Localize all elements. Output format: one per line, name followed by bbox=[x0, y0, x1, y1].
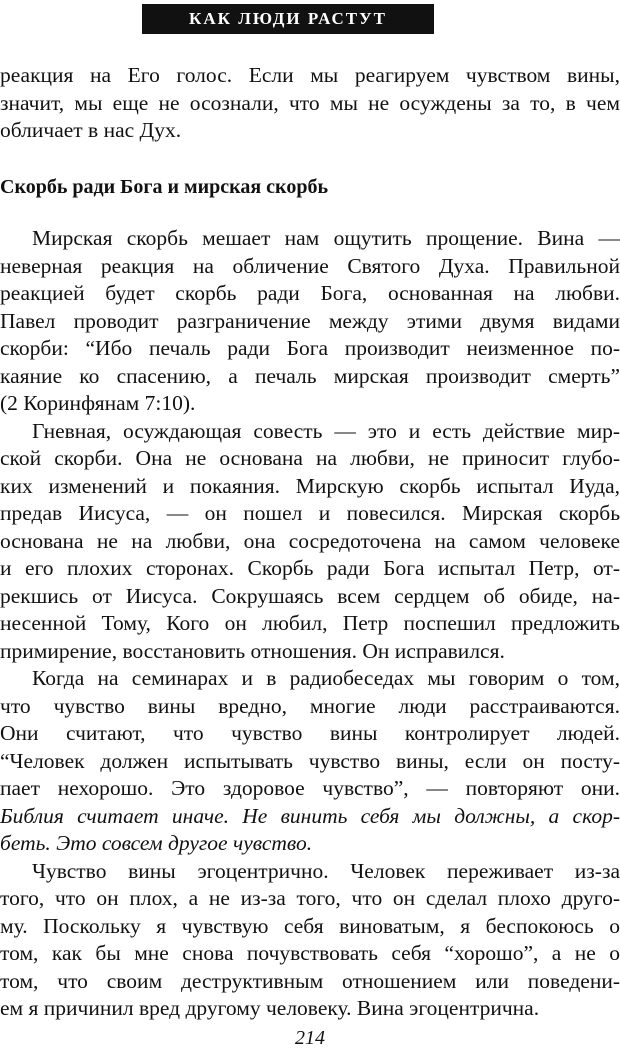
text-line: обличает в нас Дух. bbox=[0, 118, 182, 142]
paragraph-5 bbox=[0, 858, 620, 1023]
running-header: КАК ЛЮДИ РАСТУТ bbox=[142, 4, 434, 34]
text-line: Они считают, что чувство вины контролирует людей. bbox=[0, 721, 620, 745]
text-line: реакцией будет скорбь ради Бога, основанная на любви. bbox=[0, 281, 620, 305]
text-line: Чувство вины эгоцентрично. Человек переживает из-за bbox=[32, 858, 620, 883]
text-line: Когда на семинарах и в радиобеседах мы говорим о том, bbox=[32, 666, 620, 690]
section-heading: Скорбь ради Бога и мирская скорбь bbox=[0, 176, 329, 198]
text-line: ской скорби. Она не основана на любви, не приносит глубо- bbox=[0, 446, 620, 470]
paragraph-1 bbox=[0, 62, 620, 145]
italic-text-line: Библия считает иначе. Не винить себя мы должны, а скор- bbox=[0, 803, 620, 828]
text-line: пает нехорошо. Это здоровое чувство”, — повторяют они. bbox=[0, 776, 620, 800]
text-line: Мирская скорбь мешает нам ощутить прощение. Вина — bbox=[32, 226, 620, 250]
text-line: и его плохих сторонах. Скорбь ради Бога испытал Петр, от- bbox=[0, 556, 620, 580]
paragraph-2 bbox=[0, 225, 620, 418]
text-line: примирение, восстановить отношения. Он исправился. bbox=[0, 638, 505, 663]
text-line: что чувство вины вредно, многие люди расстраиваются. bbox=[0, 693, 620, 718]
italic-text-line: беть. Это совсем другое чувство. bbox=[0, 831, 313, 855]
page-number: 214 bbox=[295, 1027, 325, 1049]
text-line: реакция на Его голос. Если мы реагируем чувством вины, bbox=[0, 63, 620, 87]
text-line: “Человек должен испытывать чувство вины, если он посту- bbox=[0, 748, 620, 773]
text-line: ем я причинил вред другому человеку. Вина эгоцентрична. bbox=[0, 996, 540, 1020]
paragraph-4 bbox=[0, 665, 620, 858]
text-line: Павел проводит разграничение между этими двумя видами bbox=[0, 308, 620, 333]
text-line: том, как бы мне снова почувствовать себя “хорошо”, а не о bbox=[0, 941, 620, 965]
text-line: том, что своим деструктивным отношением или поведени- bbox=[0, 968, 620, 993]
text-line: скорби: “Ибо печаль ради Бога производит неизменное по- bbox=[0, 336, 620, 360]
text-line: каяние ко спасению, а печаль мирская производит смерть” bbox=[0, 363, 620, 388]
text-line: основана не на любви, она сосредоточена на самом человеке bbox=[0, 528, 620, 553]
text-line: Гневная, осуждающая совесть — это и есть действие мир- bbox=[32, 418, 620, 443]
text-line: му. Поскольку я чувствую себя виноватым, я беспокоюсь о bbox=[0, 913, 620, 938]
paragraph-3 bbox=[0, 418, 620, 666]
text-line: несенной Тому, Кого он любил, Петр поспешил предложить bbox=[0, 611, 620, 635]
text-line: (2 Коринфянам 7:10). bbox=[0, 391, 196, 415]
text-line: того, что он плох, а не из-за того, что он сделал плохо друго- bbox=[0, 886, 620, 910]
text-line: рекшись от Иисуса. Сокрушаясь всем сердцем об обиде, на- bbox=[0, 583, 620, 608]
text-line: неверная реакция на обличение Святого Духа. Правильной bbox=[0, 253, 620, 278]
text-line: предав Иисуса, — он пошел и повесился. Мирская скорбь bbox=[0, 501, 620, 525]
text-line: значит, мы еще не осознали, что мы не осуждены за то, в чем bbox=[0, 90, 620, 115]
text-line: ких изменений и покаяния. Мирскую скорбь испытал Иуда, bbox=[0, 473, 620, 498]
